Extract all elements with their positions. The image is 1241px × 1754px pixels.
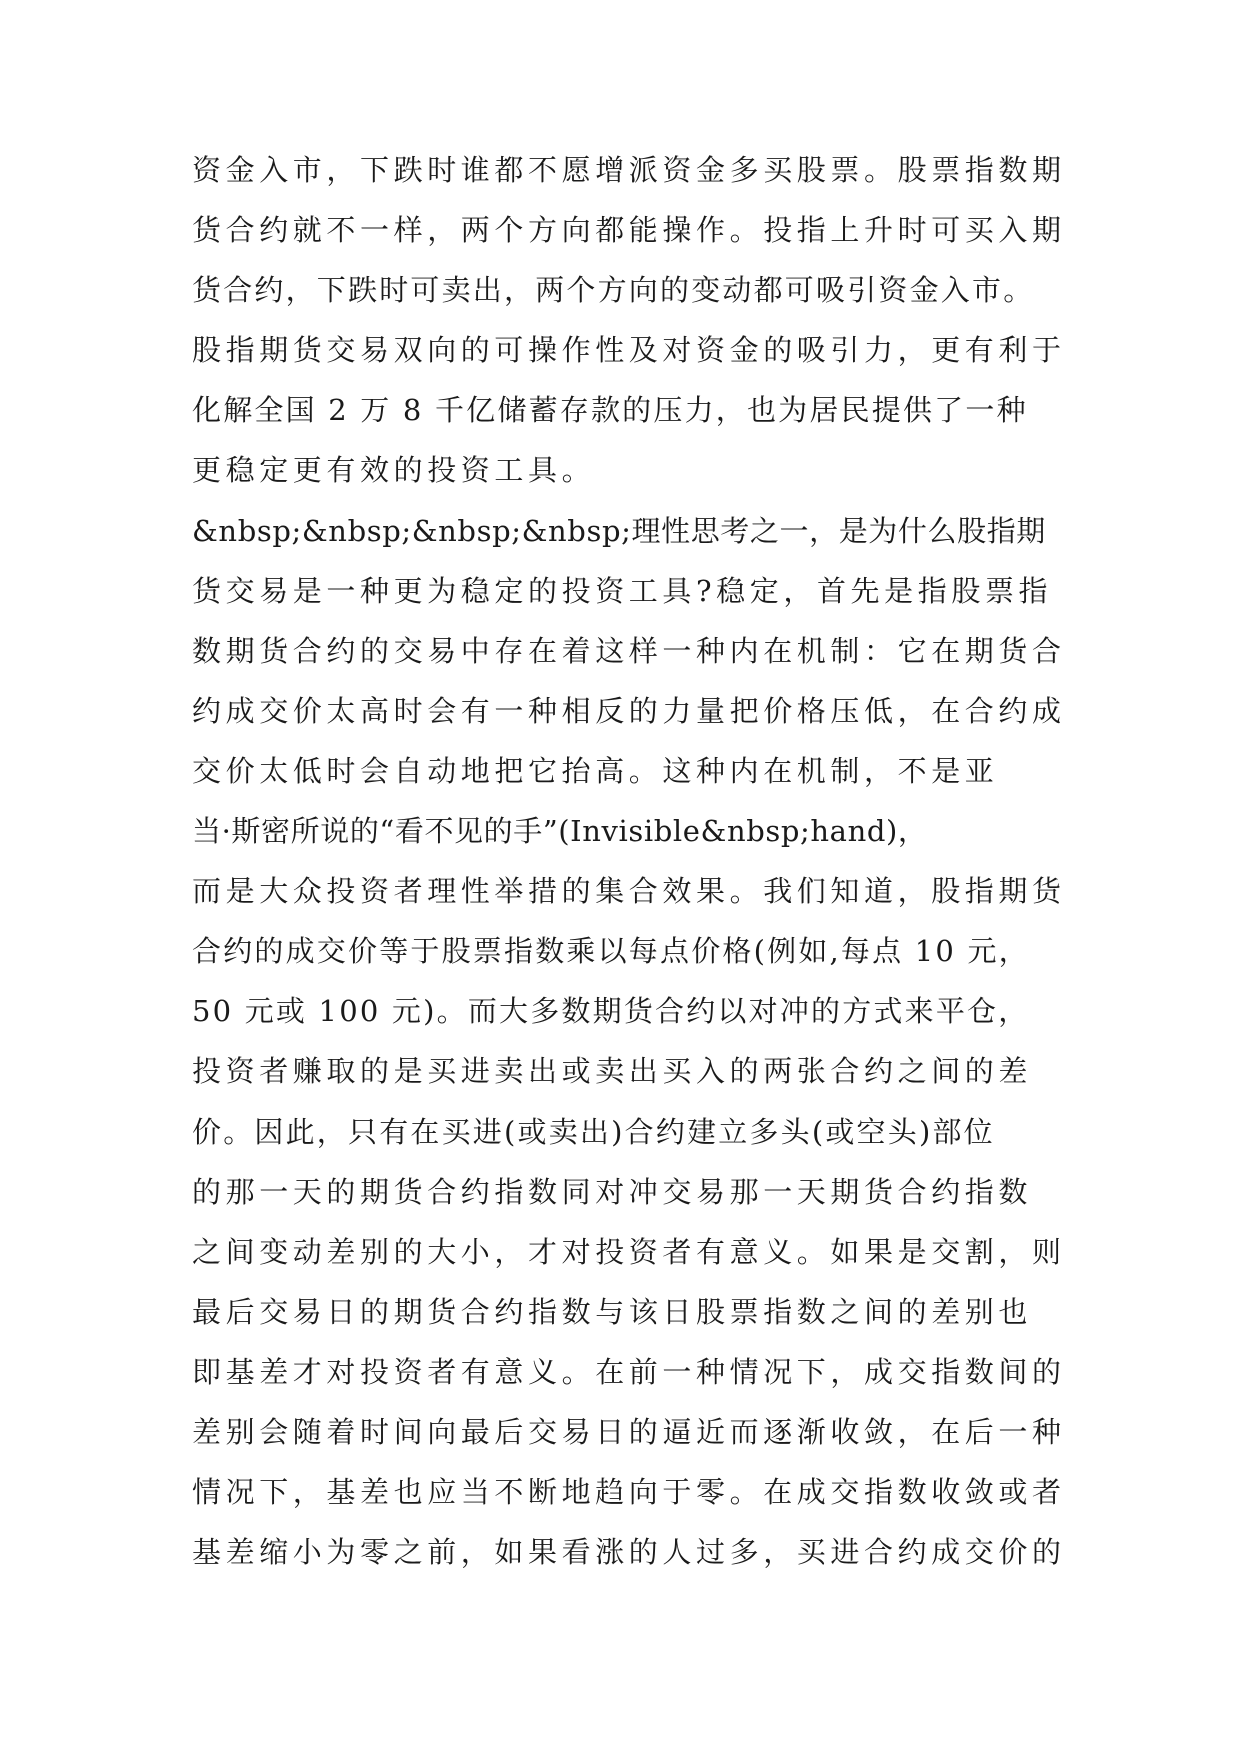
text-line: 价。因此，只有在买进(或卖出)合约建立多头(或空头)部位 xyxy=(192,1115,995,1149)
text-line: 的那一天的期货合约指数同对冲交易那一天期货合约指数 xyxy=(192,1175,1033,1209)
text-line: 差别会随着时间向最后交易日的逼近而逐渐收敛，在后一种 xyxy=(192,1415,1066,1449)
text-line: 资金入市，下跌时谁都不愿增派资金多买股票。股票指数期 xyxy=(192,153,1066,187)
text-line: 投资者赚取的是买进卖出或卖出买入的两张合约之间的差 xyxy=(192,1054,1033,1088)
text-line: 合约的成交价等于股票指数乘以每点价格(例如,每点 10 元， xyxy=(192,934,1030,968)
text-line: 货合约就不一样，两个方向都能操作。投指上升时可买入期 xyxy=(192,213,1066,247)
text-line: 货合约，下跌时可卖出，两个方向的变动都可吸引资金入市。 xyxy=(192,273,1035,307)
text-line: 情况下，基差也应当不断地趋向于零。在成交指数收敛或者 xyxy=(192,1475,1066,1509)
text-line: 股指期货交易双向的可操作性及对资金的吸引力，更有利于 xyxy=(192,333,1066,367)
text-line: 货交易是一种更为稳定的投资工具?稳定，首先是指股票指 xyxy=(192,574,1053,608)
text-line: &nbsp;&nbsp;&nbsp;&nbsp;理性思考之一，是为什么股指期 xyxy=(192,514,1046,548)
text-line: 即基差才对投资者有意义。在前一种情况下，成交指数间的 xyxy=(192,1355,1066,1389)
text-line: 当·斯密所说的“看不见的手”(Invisible&nbsp;hand)， xyxy=(192,814,928,848)
text-line: 50 元或 100 元)。而大多数期货合约以对冲的方式来平仓， xyxy=(192,994,1030,1028)
text-line: 更稳定更有效的投资工具。 xyxy=(192,453,596,487)
text-line: 数期货合约的交易中存在着这样一种内在机制：它在期货合 xyxy=(192,634,1066,668)
text-line: 约成交价太高时会有一种相反的力量把价格压低，在合约成 xyxy=(192,694,1066,728)
text-line: 而是大众投资者理性举措的集合效果。我们知道，股指期货 xyxy=(192,874,1066,908)
text-line: 化解全国 2 万 8 千亿储蓄存款的压力，也为居民提供了一种 xyxy=(192,393,1028,427)
text-line: 交价太低时会自动地把它抬高。这种内在机制，不是亚 xyxy=(192,754,999,788)
text-line: 基差缩小为零之前，如果看涨的人过多，买进合约成交价的 xyxy=(192,1535,1066,1569)
text-line: 之间变动差别的大小，才对投资者有意义。如果是交割，则 xyxy=(192,1235,1066,1269)
text-line: 最后交易日的期货合约指数与该日股票指数之间的差别也 xyxy=(192,1295,1033,1329)
